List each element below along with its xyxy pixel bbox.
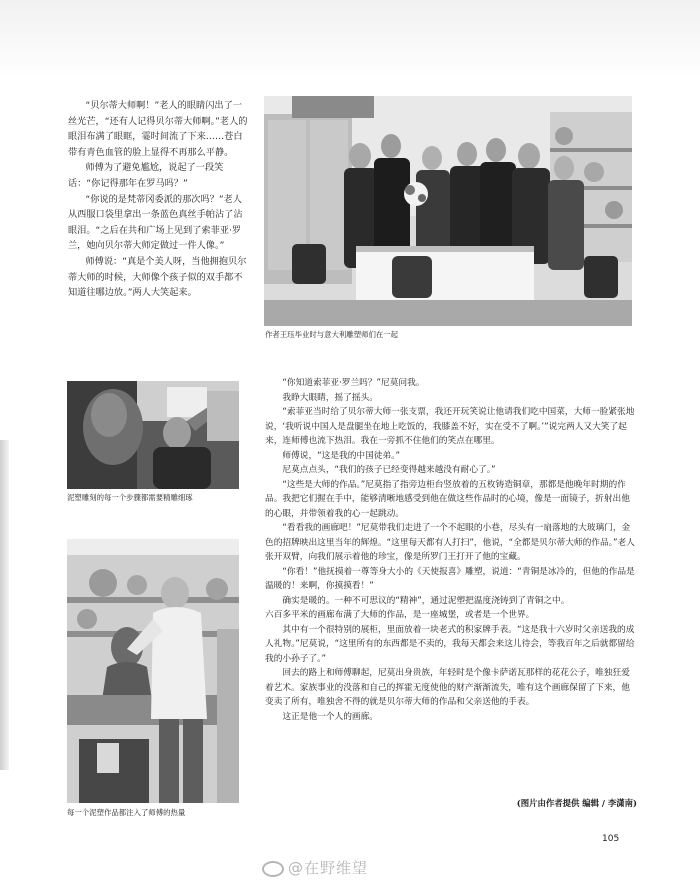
group-photo xyxy=(264,96,632,326)
sculptor-photo-caption: 泥塑雕刻的每一个步骤都需要精雕细琢 xyxy=(67,493,193,502)
photo-credit: (图片由作者提供 编辑 / 李潇南) xyxy=(516,798,637,808)
watermark-text: @在野维望 xyxy=(288,859,369,877)
sculptor-photo xyxy=(67,381,239,489)
paragraph: “这些是大师的作品。”尼莫指了指旁边柜台竖放着的五枚铸造铜章，那都是他晚年时期的作品。我把它们握在手中，能够清晰地感受到他在做这些作品时的心境，像是一面镜子，折射出他的心眼，并带领着我的心一起跳动。 xyxy=(265,479,630,519)
group-photo-caption: 作者王珏毕业时与意大利雕塑师们在一起 xyxy=(265,330,399,339)
paragraph: 师傅说：“真是个美人呀，当他拥抱贝尔蒂大师的时候，大师像个孩子似的双手都不知道往哪边放。”两人大笑起来。 xyxy=(68,255,247,299)
adjacent-page-edge xyxy=(0,440,9,770)
left-text-column xyxy=(68,98,248,301)
page-top-shadow xyxy=(0,0,700,78)
paragraph: “看看我的画廊吧！”尼莫带我们走进了一个不起眼的小巷，尽头有一扇落地的大玻璃门，金色的招牌映出这里当年的辉煌。“这里每天都有人打扫”，他说，“全都是贝尔蒂大师的作品。”老人张开双臂，向我们展示着他的珍宝，像是所罗门王打开了他的宝藏。 xyxy=(265,523,635,562)
paragraph: 其中有一个很特别的展柜，里面放着一块老式的积家牌手表。“这是我十六岁时父亲送我的成人礼物。”尼莫说，“这里所有的东西都是不卖的，我每天都会来这儿待会，等我百年之后就都留给我的小孙子了。” xyxy=(265,624,635,664)
paragraph: “你看！”他抚摸着一尊等身大小的《天使报喜》雕塑，说道：“青铜是冰冷的，但他的作品是温暖的！来啊，你摸摸看！” xyxy=(265,566,635,591)
paragraph: “你说的是梵蒂冈委派的那次吗？”老人从西服口袋里拿出一条蓝色真丝手帕沾了沾眼泪。“之后在共和广场上见到了索菲亚·罗兰，她向贝尔蒂大师定做过一件人像。” xyxy=(68,193,243,252)
paragraph: “索菲亚当时给了贝尔蒂大师一张支票，我还开玩笑说让他请我们吃中国菜，大师一脸紧张地说，‘我听说中国人是盘腿坐在地上吃饭的，我膝盖不好，实在受不了啊。’”说完两人又大笑了起来，连师傅也流下热泪。我在一旁抓不住他们的笑点在哪里。 xyxy=(265,407,635,446)
watermark xyxy=(262,857,368,878)
paragraph: 尼莫点点头，“我们的孩子已经变得越来越没有耐心了。” xyxy=(282,465,496,475)
paragraph: 师傅说，“这是我的中国徒弟。” xyxy=(282,450,400,461)
main-text-column xyxy=(265,376,635,724)
paragraph: “你知道索菲亚·罗兰吗？”尼莫问我。 xyxy=(282,378,425,388)
paragraph: 确实是暖的。一种不可思议的“精神”，通过泥塑把温度浇铸到了青铜之中。 xyxy=(282,595,570,606)
paragraph: 我睁大眼睛，摇了摇头。 xyxy=(282,392,378,403)
paragraph: 这正是他一个人的画廊。 xyxy=(282,711,378,722)
page-number: 105 xyxy=(602,834,620,844)
workshop-photo-caption: 每一个泥塑作品都注入了师傅的热量 xyxy=(67,808,186,817)
paragraph: “贝尔蒂大师啊！”老人的眼睛闪出了一丝光芒，“还有人记得贝尔蒂大师啊。”老人的眼泪布满了眼眶，霎时间流了下来……苍白带有青色血管的脸上显得不再那么平静。 xyxy=(68,100,248,158)
workshop-photo xyxy=(67,539,239,803)
paragraph: 师傅为了避免尴尬，说起了一段笑话：“你记得那年在罗马吗？” xyxy=(68,162,224,189)
paragraph: 六百多平米的画廊布满了大师的作品，是一座城堡，或者是一个世界。 xyxy=(265,610,535,620)
paragraph: 回去的路上和师傅聊起，尼莫出身贵族，年轻时是个像卡萨诺瓦那样的花花公子，唯独狂爱着艺术。家族事业的没落和自己的挥霍无度使他的财产渐渐流失，唯有这个画廊保留了下来，他变卖了所有，唯独舍不得的就是贝尔蒂大师的作品和父亲送他的手表。 xyxy=(265,668,630,707)
weibo-logo-icon xyxy=(262,861,284,877)
